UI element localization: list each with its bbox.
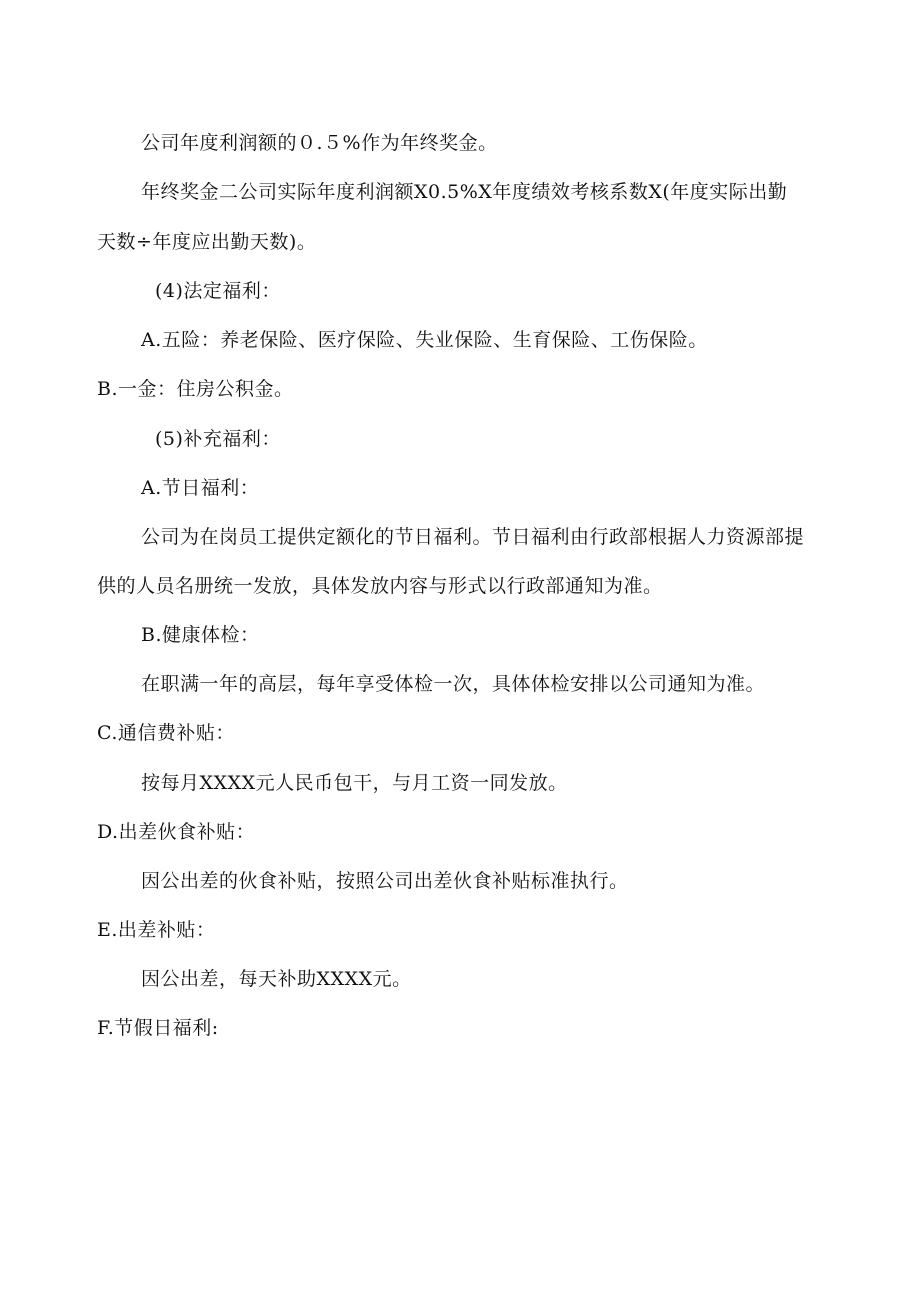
- list-item: B.一金：住房公积金。: [97, 378, 294, 400]
- list-item: A.五险：养老保险、医疗保险、失业保险、生育保险、工伤保险。: [141, 329, 708, 351]
- paragraph-line: 天数÷年度应出勤天数)。: [97, 231, 317, 253]
- section-heading: (4)法定福利：: [155, 280, 281, 302]
- paragraph-line: 公司年度利润额的０.５%作为年终奖金。: [141, 132, 498, 154]
- subsection-heading: E.出差补贴：: [97, 919, 216, 941]
- paragraph-line: 年终奖金二公司实际年度利润额X0.5%X年度绩效考核系数X(年度实际出勤: [141, 181, 788, 203]
- paragraph-line: 公司为在岗员工提供定额化的节日福利。节日福利由行政部根据人力资源部提: [141, 526, 805, 548]
- paragraph-line: 因公出差的伙食补贴，按照公司出差伙食补贴标准执行。: [141, 870, 629, 892]
- paragraph-line: 供的人员名册统一发放，具体发放内容与形式以行政部通知为准。: [97, 575, 663, 597]
- paragraph-line: 在职满一年的高层，每年享受体检一次，具体体检安排以公司通知为准。: [141, 673, 766, 695]
- paragraph-line: 因公出差，每天补助XXXX元。: [141, 968, 412, 990]
- subsection-heading: A.节日福利：: [141, 477, 260, 499]
- subsection-heading: D.出差伙食补贴：: [97, 821, 256, 843]
- subsection-heading: B.健康体检：: [141, 624, 260, 646]
- subsection-heading: C.通信费补贴：: [97, 722, 235, 744]
- subsection-heading: F.节假日福利:: [97, 1017, 219, 1039]
- section-heading: (5)补充福利：: [155, 428, 281, 450]
- paragraph-line: 按每月XXXX元人民币包干，与月工资一同发放。: [141, 772, 568, 794]
